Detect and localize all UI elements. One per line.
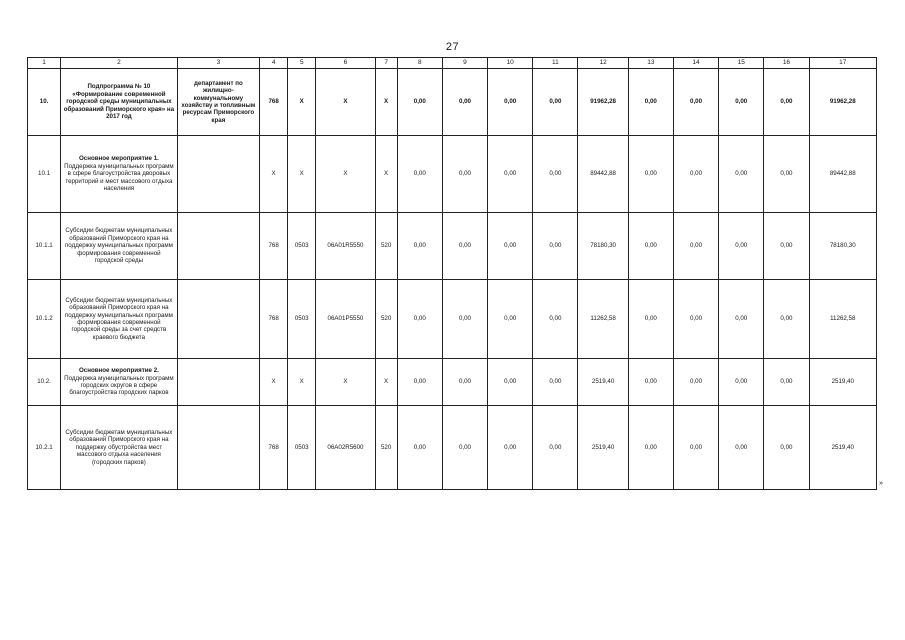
table-row xyxy=(28,69,877,136)
row-cell-c4: 768 xyxy=(260,406,288,490)
row-cell-c6: 06А01R5550 xyxy=(316,213,375,280)
row-number: 10.1 xyxy=(28,136,61,213)
row-cell-c5: X xyxy=(288,136,316,213)
row-cell-c12: 78180,30 xyxy=(578,213,628,280)
row-cell-c12: 2519,40 xyxy=(578,406,628,490)
row-number: 10.1.2 xyxy=(28,280,61,359)
row-cell-c15: 0,00 xyxy=(719,69,764,136)
table-row xyxy=(28,406,877,490)
row-cell-c12: 11262,58 xyxy=(578,280,628,359)
row-cell-c6: 06А01Р5550 xyxy=(316,280,375,359)
row-executor xyxy=(177,359,259,406)
row-name-heading: Основное мероприятие 1. xyxy=(78,155,159,163)
row-cell-c4: 768 xyxy=(260,213,288,280)
row-cell-c7: 520 xyxy=(375,213,397,280)
row-cell-c14: 0,00 xyxy=(673,69,718,136)
table-row xyxy=(28,136,877,213)
row-cell-c10: 0,00 xyxy=(488,69,533,136)
row-cell-c14: 0,00 xyxy=(673,280,718,359)
row-cell-c16: 0,00 xyxy=(764,69,809,136)
row-cell-c8: 0,00 xyxy=(397,213,442,280)
row-cell-c8: 0,00 xyxy=(397,136,442,213)
header-cell: 15 xyxy=(719,58,764,69)
row-cell-c5: X xyxy=(288,69,316,136)
row-name-heading: Основное мероприятие 2. xyxy=(78,367,159,375)
row-cell-c8: 0,00 xyxy=(397,69,442,136)
row-cell-c7: 520 xyxy=(375,280,397,359)
row-cell-c13: 0,00 xyxy=(628,359,673,406)
row-cell-c4: X xyxy=(260,136,288,213)
row-number: 10.2. xyxy=(28,359,61,406)
row-cell-c11: 0,00 xyxy=(533,280,578,359)
row-cell-c17: 89442,88 xyxy=(809,136,876,213)
row-cell-c4: 768 xyxy=(260,69,288,136)
row-cell-c17: 2519,40 xyxy=(809,359,876,406)
row-cell-c7: 520 xyxy=(375,406,397,490)
row-cell-c5: 0503 xyxy=(288,406,316,490)
row-cell-c15: 0,00 xyxy=(719,359,764,406)
row-cell-c16: 0,00 xyxy=(764,359,809,406)
row-cell-c10: 0,00 xyxy=(488,406,533,490)
page-number: 27 xyxy=(445,41,460,53)
row-cell-c10: 0,00 xyxy=(488,213,533,280)
row-cell-c15: 0,00 xyxy=(719,213,764,280)
row-name-text: Субсидии бюджетам муниципальных образований Приморского края на поддержку обустройства мест массового отдыха населения (городских парков) xyxy=(65,428,173,466)
header-cell: 12 xyxy=(578,58,628,69)
row-cell-c8: 0,00 xyxy=(397,280,442,359)
header-row xyxy=(28,58,877,69)
row-cell-c13: 0,00 xyxy=(628,69,673,136)
row-cell-c9: 0,00 xyxy=(442,406,487,490)
row-name xyxy=(61,406,178,490)
row-cell-c13: 0,00 xyxy=(628,136,673,213)
header-cell: 5 xyxy=(288,58,316,69)
row-name-text: Поддержка муниципальных программ в сфере благоустройства дворовых территорий и мест массового отдыха населения xyxy=(64,162,174,193)
row-number: 10.2.1 xyxy=(28,406,61,490)
row-number: 10.1.1 xyxy=(28,213,61,280)
header-cell: 16 xyxy=(764,58,809,69)
header-cell: 11 xyxy=(533,58,578,69)
row-name xyxy=(61,213,178,280)
header-cell: 4 xyxy=(260,58,288,69)
header-cell: 14 xyxy=(673,58,718,69)
row-cell-c15: 0,00 xyxy=(719,406,764,490)
row-cell-c11: 0,00 xyxy=(533,136,578,213)
row-cell-c7: X xyxy=(375,359,397,406)
row-cell-c16: 0,00 xyxy=(764,213,809,280)
header-cell: 9 xyxy=(442,58,487,69)
header-cell: 3 xyxy=(177,58,259,69)
row-cell-c12: 2519,40 xyxy=(578,359,628,406)
row-cell-c13: 0,00 xyxy=(628,280,673,359)
row-cell-c17: 11262,58 xyxy=(809,280,876,359)
row-executor: департамент по жилищно-коммунальному хозяйству и топливным ресурсам Приморского края xyxy=(177,69,259,136)
row-cell-c17: 78180,30 xyxy=(809,213,876,280)
row-cell-c12: 91962,28 xyxy=(578,69,628,136)
row-cell-c15: 0,00 xyxy=(719,280,764,359)
row-name-text: Поддержка муниципальных программ городских округов в сфере благоустройства городских парков xyxy=(64,374,174,397)
row-cell-c13: 0,00 xyxy=(628,406,673,490)
header-cell: 2 xyxy=(61,58,178,69)
row-cell-c6: 06А02R5600 xyxy=(316,406,375,490)
row-cell-c9: 0,00 xyxy=(442,69,487,136)
table-row xyxy=(28,359,877,406)
row-cell-c14: 0,00 xyxy=(673,136,718,213)
row-cell-c9: 0,00 xyxy=(442,280,487,359)
row-cell-c8: 0,00 xyxy=(397,406,442,490)
row-cell-c10: 0,00 xyxy=(488,280,533,359)
header-cell: 8 xyxy=(397,58,442,69)
row-cell-c16: 0,00 xyxy=(764,280,809,359)
row-executor xyxy=(177,406,259,490)
row-executor xyxy=(177,136,259,213)
header-cell: 7 xyxy=(375,58,397,69)
row-executor xyxy=(177,213,259,280)
row-name xyxy=(61,69,178,136)
row-cell-c9: 0,00 xyxy=(442,136,487,213)
row-cell-c9: 0,00 xyxy=(442,213,487,280)
header-cell: 13 xyxy=(628,58,673,69)
row-cell-c11: 0,00 xyxy=(533,359,578,406)
row-cell-c11: 0,00 xyxy=(533,69,578,136)
row-cell-c4: 768 xyxy=(260,280,288,359)
header-cell: 10 xyxy=(488,58,533,69)
row-cell-c12: 89442,88 xyxy=(578,136,628,213)
row-cell-c5: 0503 xyxy=(288,280,316,359)
row-cell-c10: 0,00 xyxy=(488,136,533,213)
row-name-heading: Подпрограмма № 10 «Формирование современной городской среды муниципальных образований Приморского края» на 2017 год xyxy=(63,83,175,121)
row-cell-c13: 0,00 xyxy=(628,213,673,280)
header-cell: 6 xyxy=(316,58,375,69)
header-cell: 1 xyxy=(28,58,61,69)
row-cell-c5: 0503 xyxy=(288,213,316,280)
row-executor xyxy=(177,280,259,359)
budget-table xyxy=(27,57,877,490)
row-cell-c16: 0,00 xyxy=(764,136,809,213)
row-cell-c4: X xyxy=(260,359,288,406)
row-cell-c6: X xyxy=(316,69,375,136)
row-name xyxy=(61,359,178,406)
row-cell-c6: X xyxy=(316,359,375,406)
row-cell-c5: X xyxy=(288,359,316,406)
row-name-text: Субсидии бюджетам муниципальных образований Приморского края на поддержку муниципальных программ формирования современной городской среды за счет средств краевого бюджета xyxy=(64,296,173,341)
row-cell-c14: 0,00 xyxy=(673,406,718,490)
row-name xyxy=(61,280,178,359)
row-cell-c7: X xyxy=(375,69,397,136)
row-cell-c16: 0,00 xyxy=(764,406,809,490)
header-cell: 17 xyxy=(809,58,876,69)
row-cell-c8: 0,00 xyxy=(397,359,442,406)
row-cell-c11: 0,00 xyxy=(533,213,578,280)
row-number: 10. xyxy=(28,69,61,136)
closing-quote-mark: » xyxy=(879,480,883,487)
row-cell-c14: 0,00 xyxy=(673,359,718,406)
row-name-text: Субсидии бюджетам муниципальных образований Приморского края на поддержку муниципальных программ формирования современной городской среды xyxy=(64,227,173,265)
row-cell-c15: 0,00 xyxy=(719,136,764,213)
row-cell-c14: 0,00 xyxy=(673,213,718,280)
row-name xyxy=(61,136,178,213)
table-row xyxy=(28,280,877,359)
row-cell-c10: 0,00 xyxy=(488,359,533,406)
row-cell-c17: 91962,28 xyxy=(809,69,876,136)
row-cell-c17: 2519,40 xyxy=(809,406,876,490)
row-cell-c6: X xyxy=(316,136,375,213)
row-cell-c7: X xyxy=(375,136,397,213)
row-cell-c11: 0,00 xyxy=(533,406,578,490)
table-row xyxy=(28,213,877,280)
row-cell-c9: 0,00 xyxy=(442,359,487,406)
